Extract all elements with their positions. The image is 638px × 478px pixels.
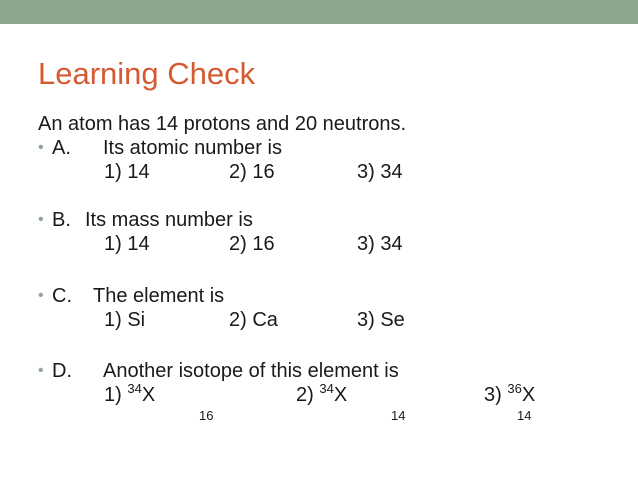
- atomic-number: 16: [199, 408, 214, 423]
- bullet-icon: •: [38, 287, 44, 304]
- question-a-prompt: Its atomic number is: [103, 137, 282, 159]
- question-c-option-3: 3) Se: [357, 309, 405, 331]
- question-a-letter: A.: [52, 137, 71, 159]
- theme-top-bar: [0, 0, 638, 24]
- question-d-option-3: [484, 383, 535, 407]
- question-b-option-1: 1) 14: [104, 233, 150, 255]
- mass-number: 34: [319, 381, 334, 396]
- option-label: 2): [296, 384, 314, 406]
- question-a-option-1: 1) 14: [104, 161, 150, 183]
- element-symbol: X: [333, 384, 348, 406]
- question-c-prompt: The element is: [93, 285, 225, 307]
- question-intro: An atom has 14 protons and 20 neutrons.: [38, 113, 407, 135]
- question-c-letter: C.: [52, 285, 72, 307]
- question-c-option-1: 1) Si: [104, 309, 146, 331]
- question-d-letter: D.: [52, 360, 72, 382]
- mass-number: 36: [507, 381, 522, 396]
- atomic-number: 14: [391, 408, 406, 423]
- question-b-option-3: 3) 34: [357, 233, 403, 255]
- question-a-option-3: 3) 34: [357, 161, 403, 183]
- bullet-icon: •: [38, 362, 44, 379]
- question-d-prompt: Another isotope of this element is: [103, 360, 399, 382]
- option-label: 3): [484, 384, 502, 406]
- element-symbol: X: [521, 384, 536, 406]
- question-b-option-2: 2) 16: [229, 233, 275, 255]
- question-a-option-2: 2) 16: [229, 161, 275, 183]
- option-label: 1): [104, 384, 122, 406]
- question-d-option-2: [296, 383, 347, 407]
- element-symbol: X: [141, 384, 156, 406]
- bullet-icon: •: [38, 211, 44, 228]
- bullet-icon: •: [38, 139, 44, 156]
- question-d-option-1: [104, 383, 155, 407]
- question-b-letter: B.: [52, 209, 71, 231]
- question-b-prompt: Its mass number is: [85, 209, 253, 231]
- mass-number: 34: [127, 381, 142, 396]
- slide-title: Learning Check: [38, 56, 256, 91]
- question-c-option-2: 2) Ca: [229, 309, 278, 331]
- atomic-number: 14: [517, 408, 532, 423]
